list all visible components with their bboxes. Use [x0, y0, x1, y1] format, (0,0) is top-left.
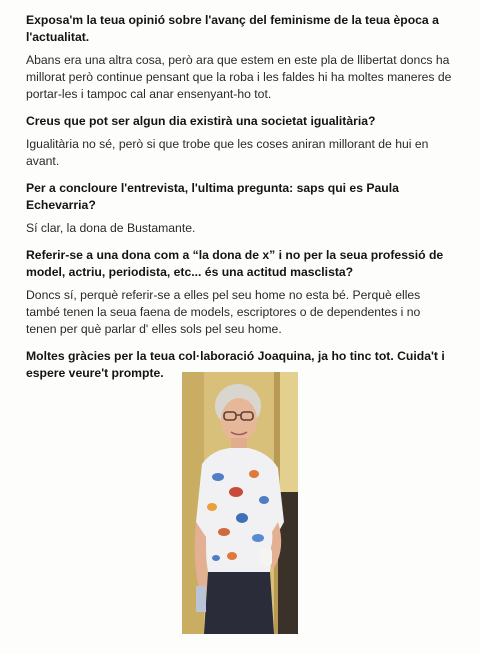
- interviewee-photo: [182, 372, 298, 634]
- answer-2: Igualitària no sé, però si que trobe que les coses aniran millorant de hui en avant.: [26, 137, 429, 168]
- woman-portrait-image: [182, 372, 298, 634]
- answer-4: Doncs sí, perquè referir-se a elles pel seu home no esta bé. Perquè elles també tenen la seua faena de models, escriptores o de dependentes i no tenen per què parlar d' elles sols pel seu home.: [26, 288, 421, 336]
- answer-3: Sí clar, la dona de Bustamante.: [26, 221, 196, 235]
- question-3: Per a concloure l'entrevista, l'ultima pregunta: saps qui es Paula Echevarria?: [26, 181, 399, 212]
- closing-remark: Moltes gràcies per la teua col·laboració Joaquina, ja ho tinc tot. Cuida't i espere veure't prompte.: [26, 349, 445, 380]
- question-4: Referir-se a una dona com a “la dona de x” i no per la seua professió de model, actriu, periodista, etc... és una actitud masclista?: [26, 248, 444, 279]
- answer-1: Abans era una altra cosa, però ara que estem en este pla de llibertat doncs ha millorat però continue pensant que la roba i les faldes hi ha moltes maneres de portar-les i tampoc cal anar ensenyant-ho tot.: [26, 53, 452, 101]
- question-1: Exposa'm la teua opinió sobre l'avanç del feminisme de la teua època a l'actualitat.: [26, 13, 439, 44]
- question-2: Creus que pot ser algun dia existirà una societat igualitària?: [26, 114, 376, 128]
